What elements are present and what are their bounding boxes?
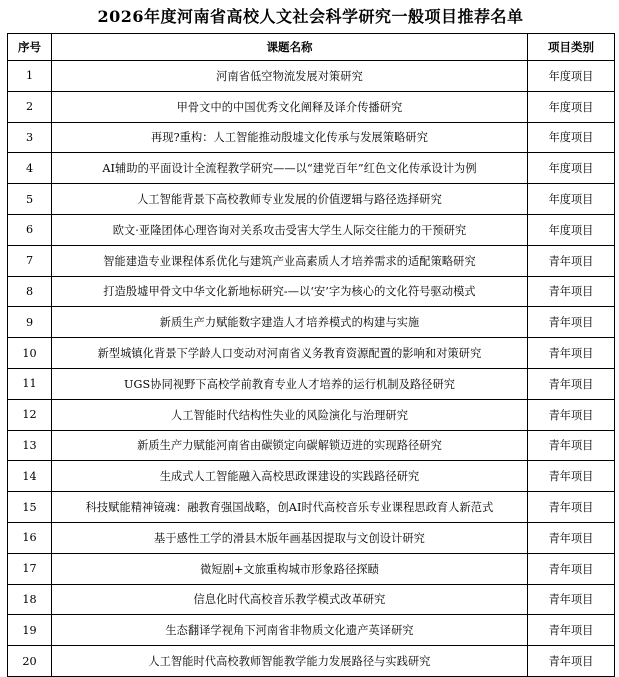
- header-serial-number: 序号: [8, 34, 52, 61]
- row-serial-number: 19: [8, 615, 52, 646]
- row-serial-number: 11: [8, 368, 52, 399]
- row-serial-number: 18: [8, 584, 52, 615]
- row-serial-number: 1: [8, 61, 52, 92]
- table-row: [8, 368, 615, 399]
- row-project-category: 青年项目: [528, 461, 615, 492]
- row-project-category: 青年项目: [528, 368, 615, 399]
- row-project-category: 年度项目: [528, 214, 615, 245]
- row-project-category: 年度项目: [528, 184, 615, 215]
- row-serial-number: 15: [8, 492, 52, 523]
- table-row: [8, 122, 615, 153]
- row-project-category: 青年项目: [528, 522, 615, 553]
- row-project-name: 新型城镇化背景下学龄人口变动对河南省义务教育资源配置的影响和对策研究: [52, 338, 528, 369]
- row-project-name: 河南省低空物流发展对策研究: [52, 61, 528, 92]
- row-serial-number: 16: [8, 522, 52, 553]
- row-project-category: 青年项目: [528, 646, 615, 677]
- row-project-category: 青年项目: [528, 338, 615, 369]
- table-row: [8, 61, 615, 92]
- row-serial-number: 8: [8, 276, 52, 307]
- row-serial-number: 9: [8, 307, 52, 338]
- row-project-category: 青年项目: [528, 245, 615, 276]
- row-project-name: AI辅助的平面设计全流程教学研究——以“建党百年”红色文化传承设计为例: [52, 153, 528, 184]
- row-serial-number: 3: [8, 122, 52, 153]
- row-project-name: 再现?重构：人工智能推动殷墟文化传承与发展策略研究: [52, 122, 528, 153]
- row-project-name: 人工智能时代结构性失业的风险演化与治理研究: [52, 399, 528, 430]
- header-project-name: 课题名称: [52, 34, 528, 61]
- row-project-name: 基于感性工学的滑县木版年画基因提取与文创设计研究: [52, 522, 528, 553]
- row-serial-number: 4: [8, 153, 52, 184]
- header-project-category: 项目类别: [528, 34, 615, 61]
- row-serial-number: 17: [8, 553, 52, 584]
- table-header-row: [8, 34, 615, 61]
- row-serial-number: 7: [8, 245, 52, 276]
- table-row: [8, 338, 615, 369]
- row-serial-number: 2: [8, 91, 52, 122]
- table-row: [8, 399, 615, 430]
- row-project-category: 青年项目: [528, 399, 615, 430]
- row-project-category: 青年项目: [528, 430, 615, 461]
- table-row: [8, 615, 615, 646]
- row-project-name: 科技赋能精神镜魂：融教育强国战略，创AI时代高校音乐专业课程思政育人新范式: [52, 492, 528, 523]
- row-project-category: 青年项目: [528, 584, 615, 615]
- row-project-name: 甲骨文中的中国优秀文化阐释及译介传播研究: [52, 91, 528, 122]
- table-row: [8, 184, 615, 215]
- table-row: [8, 214, 615, 245]
- row-serial-number: 6: [8, 214, 52, 245]
- row-project-name: 打造殷墟甲骨文中华文化新地标研究-—以‘安’字为核心的文化符号驱动模式: [52, 276, 528, 307]
- table-row: [8, 153, 615, 184]
- row-project-name: 欧文·亚隆团体心理咨询对关系攻击受害大学生人际交往能力的干预研究: [52, 214, 528, 245]
- table-row: [8, 307, 615, 338]
- row-serial-number: 10: [8, 338, 52, 369]
- row-project-name: 微短剧+文旅重构城市形象路径探赜: [52, 553, 528, 584]
- table-row: [8, 276, 615, 307]
- table-row: [8, 245, 615, 276]
- table-row: [8, 430, 615, 461]
- row-serial-number: 5: [8, 184, 52, 215]
- document-title: 2026年度河南省高校人文社会科学研究一般项目推荐名单: [97, 7, 524, 26]
- row-serial-number: 12: [8, 399, 52, 430]
- row-project-name: 人工智能时代高校教师智能教学能力发展路径与实践研究: [52, 646, 528, 677]
- row-project-category: 年度项目: [528, 122, 615, 153]
- row-project-name: 新质生产力赋能数字建造人才培养模式的构建与实施: [52, 307, 528, 338]
- row-project-name: 智能建造专业课程体系优化与建筑产业高素质人才培养需求的适配策略研究: [52, 245, 528, 276]
- table-row: [8, 584, 615, 615]
- row-project-name: 新质生产力赋能河南省由碳锁定向碳解锁迈进的实现路径研究: [52, 430, 528, 461]
- table-row: [8, 91, 615, 122]
- row-project-category: 年度项目: [528, 153, 615, 184]
- row-project-category: 青年项目: [528, 276, 615, 307]
- row-project-category: 年度项目: [528, 61, 615, 92]
- row-serial-number: 20: [8, 646, 52, 677]
- table-row: [8, 461, 615, 492]
- row-project-name: 信息化时代高校音乐教学模式改革研究: [52, 584, 528, 615]
- row-project-category: 青年项目: [528, 307, 615, 338]
- row-serial-number: 13: [8, 430, 52, 461]
- row-project-category: 年度项目: [528, 91, 615, 122]
- row-project-name: 人工智能背景下高校教师专业发展的价值逻辑与路径选择研究: [52, 184, 528, 215]
- row-project-name: UGS协同视野下高校学前教育专业人才培养的运行机制及路径研究: [52, 368, 528, 399]
- table-body: [8, 61, 615, 677]
- row-project-name: 生成式人工智能融入高校思政课建设的实践路径研究: [52, 461, 528, 492]
- row-project-category: 青年项目: [528, 615, 615, 646]
- row-project-category: 青年项目: [528, 553, 615, 584]
- row-serial-number: 14: [8, 461, 52, 492]
- table-row: [8, 522, 615, 553]
- table-row: [8, 492, 615, 523]
- table-row: [8, 553, 615, 584]
- row-project-category: 青年项目: [528, 492, 615, 523]
- project-list-table: [7, 33, 615, 677]
- row-project-name: 生态翻译学视角下河南省非物质文化遗产英译研究: [52, 615, 528, 646]
